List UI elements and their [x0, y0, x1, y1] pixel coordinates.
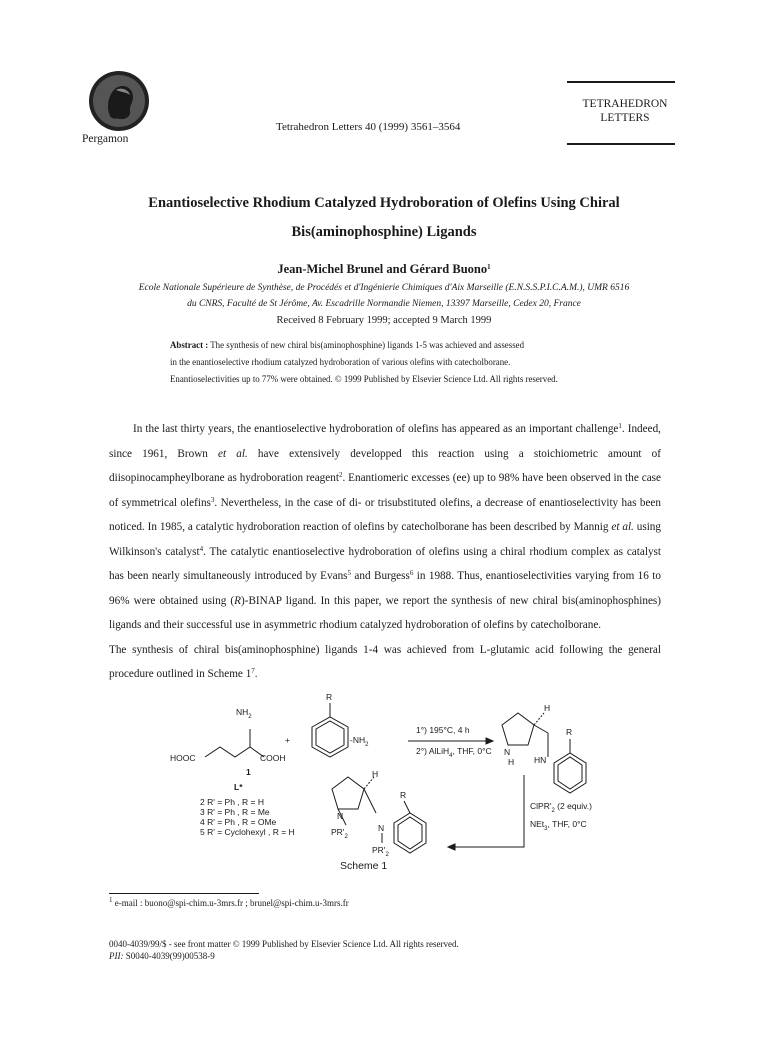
body-text	[109, 417, 661, 687]
plus-sign: +	[285, 735, 290, 745]
ligand-aryl-ring	[394, 813, 426, 853]
ref-mark: 1	[618, 422, 622, 430]
pyrrolidine-ring	[502, 713, 534, 745]
product-r-label: R	[566, 727, 573, 737]
footnote	[109, 898, 349, 908]
p1-text: using Wilkinson's catalyst	[109, 521, 661, 558]
p1-text: In the last thirty years, the enantioselective hydroboration of olefins has appeared as an important challenge	[133, 423, 619, 435]
aniline-nh2-label: $-NH_2$	[350, 735, 369, 748]
footnote-mark: 1	[109, 896, 113, 904]
ref-mark: 2	[338, 471, 343, 479]
ligand-4-definition: 4 R' = Ph , R = OMe	[200, 817, 277, 827]
pii-line	[109, 950, 459, 962]
abstract-line-3: Enantioselectivities up to 77% were obtained. © 1999 Published by Elsevier Science Ltd. All rights reserved.	[170, 374, 558, 384]
compound-1-label: 1	[246, 767, 251, 777]
publisher-name: Pergamon	[82, 133, 129, 145]
received-dates: Received 8 February 1999; accepted 9 March 1999	[276, 315, 492, 326]
aniline-r-label: R	[326, 692, 333, 702]
ligand-aryl-ring-inner	[398, 817, 422, 849]
affiliation-line-2: du CNRS, Faculté de St Jérôme, Av. Escadrille Normandie Niemen, 13397 Marseille, Cedex 20, France	[187, 298, 581, 309]
ligand-ch2-bond	[364, 789, 376, 813]
glutamic-chain	[205, 747, 264, 757]
cooh-label: COOH	[260, 753, 286, 763]
step-1-conditions: 1°) 195°C, 4 h	[416, 725, 470, 735]
footnote-rule	[109, 893, 259, 894]
ligand-r-label: R	[400, 790, 407, 800]
ref-mark: 6	[409, 569, 414, 577]
ligand-r-bond	[404, 801, 410, 813]
header-rule-top	[567, 81, 675, 83]
hooc-label: HOOC	[170, 753, 196, 763]
authors: Jean-Michel Brunel and Gérard Buono	[277, 262, 488, 276]
reaction-arrow-head	[486, 738, 493, 744]
header-rule-bottom	[567, 143, 675, 145]
abstract-line-2: in the enantioselective rhodium catalyzed hydroboration of various olefins with catecholborane.	[170, 357, 511, 367]
p1-text: . The catalytic enantioselective hydroboration of olefins using a chiral rhodium complex as catalyst has been nearly simultaneously introduced by Evans	[109, 545, 661, 582]
author-line	[80, 262, 688, 277]
ligand-pr2-2-label: $PR'_2$	[372, 845, 389, 858]
product-ring-inner	[558, 757, 582, 789]
ref-mark: 5	[347, 569, 352, 577]
ligand-pr2-label: $PR'_2$	[331, 827, 348, 840]
step-2-conditions: 2°) AlLiH$_4$, THF, 0°C	[416, 746, 492, 759]
p1-italic: et al.	[611, 521, 634, 533]
product-ring	[554, 753, 586, 793]
journal-citation: Tetrahedron Letters 40 (1999) 3561–3564	[276, 121, 461, 133]
p1-text: . Indeed, since 1961, Brown	[109, 423, 661, 460]
journal-name	[575, 97, 675, 125]
title-line-1: Enantioselective Rhodium Catalyzed Hydroboration of Olefins Using Chiral	[148, 195, 620, 211]
title-line-2: Bis(aminophosphine) Ligands	[291, 224, 477, 240]
p2-text: The synthesis of chiral bis(aminophosphine) ligands 1-4 was achieved from L-glutamic acid following the general procedure outlined in Scheme 1	[109, 643, 661, 680]
ligand-pyrrolidine-ring	[332, 777, 364, 809]
ligand-n2-label: N	[378, 823, 385, 833]
pergamon-logo	[88, 70, 150, 132]
product-n-label: N	[504, 747, 511, 757]
author-footnote-mark: 1	[487, 263, 491, 271]
ligand-lstar-label: L*	[234, 782, 243, 792]
ref-mark: 4	[199, 544, 204, 553]
abstract-text-1: The synthesis of new chiral bis(aminophosphine) ligands 1-5 was achieved and assessed	[210, 340, 525, 350]
paragraph-1	[109, 417, 661, 638]
p1-text: )-BINAP ligand. In this paper, we report the synthesis of new chiral bis(aminophosphines) ligands and their successful use in asymmetric rhodium catalyzed hydroboration of olefins by catecholborane.	[109, 594, 661, 631]
product-hn-label: HN	[534, 755, 547, 765]
return-arrow-head	[448, 844, 455, 850]
ligand-h-label: H	[372, 769, 379, 779]
affiliation-line-1: Ecole Nationale Supérieure de Synthèse, de Procédés et d'Ingénierie Chimiques d'Aix Marseille (E.N.S.S.P.I.C.A.M.), UMR 6516	[138, 283, 630, 293]
ref-mark: 3	[210, 495, 215, 504]
journal-name-line1: TETRAHEDRON	[582, 98, 668, 110]
ch2-bond	[534, 725, 548, 733]
return-arrow	[455, 775, 524, 847]
paragraph-2	[109, 638, 661, 687]
scheme-caption: Scheme 1	[340, 860, 388, 872]
ligand-n-label: N	[337, 811, 344, 821]
nh2-label: $NH_2$	[236, 707, 252, 720]
p1-text: . Nevertheless, in the case of di- or trisubstituted olefins, a decrease of enantioselectivity has been noticed. In 1985, a catalytic hydroboration reaction of olefins by catecholborane has been described by Mannig	[109, 496, 661, 533]
product-nh-h-label: H	[508, 757, 515, 767]
pii-label: PII:	[109, 951, 124, 961]
p1-italic: et al.	[218, 447, 248, 460]
p2-text: .	[254, 668, 258, 680]
ligand-5-definition: 5 R' = Cyclohexyl , R = H	[200, 827, 295, 837]
step-3-reagent: $ClPR'_2$ (2 equiv.)	[530, 801, 592, 814]
ref-mark: 7	[251, 667, 255, 675]
abstract	[170, 337, 610, 388]
p1-text: . Enantiomeric excesses (ee) up to 98% have been observed in the case of symmetrical olefins	[109, 472, 661, 509]
p1-text: in 1988. Thus, enantioselectivities varying from 16 to 96% were obtained using (	[109, 570, 661, 607]
product-h-label: H	[544, 703, 551, 713]
step-3-conditions: NEt$_3$, THF, 0°C	[530, 819, 587, 832]
aniline-ring	[312, 717, 348, 757]
p1-italic: R	[234, 594, 241, 607]
stereo-h-bond	[534, 713, 544, 725]
aniline-ring-inner	[316, 721, 344, 753]
ligand-3-definition: 3 R' = Ph , R = Me	[200, 807, 270, 817]
pii-value: S0040-4039(99)00538-9	[123, 951, 215, 961]
affiliation	[70, 281, 698, 312]
footnote-text: e-mail : buono@spi-chim.u-3mrs.fr ; brunel@spi-chim.u-3mrs.fr	[114, 898, 349, 908]
p1-text: have extensively developped this reaction using a stoichiometric amount of diisopinocampheylborane as hydroboration reagent	[109, 447, 661, 484]
copyright-line: 0040-4039/99/$ - see front matter © 1999 Published by Elsevier Science Ltd. All rights reserved.	[109, 939, 459, 949]
scheme-1-diagram	[150, 685, 620, 885]
p1-text: and Burgess	[351, 570, 410, 582]
abstract-label: Abstract :	[170, 340, 209, 350]
ligand-2-definition: 2 R' = Ph , R = H	[200, 797, 264, 807]
article-title	[80, 189, 688, 247]
abstract-line-1	[170, 337, 610, 354]
journal-name-line2: LETTERS	[600, 112, 650, 124]
copyright-block	[109, 938, 459, 962]
